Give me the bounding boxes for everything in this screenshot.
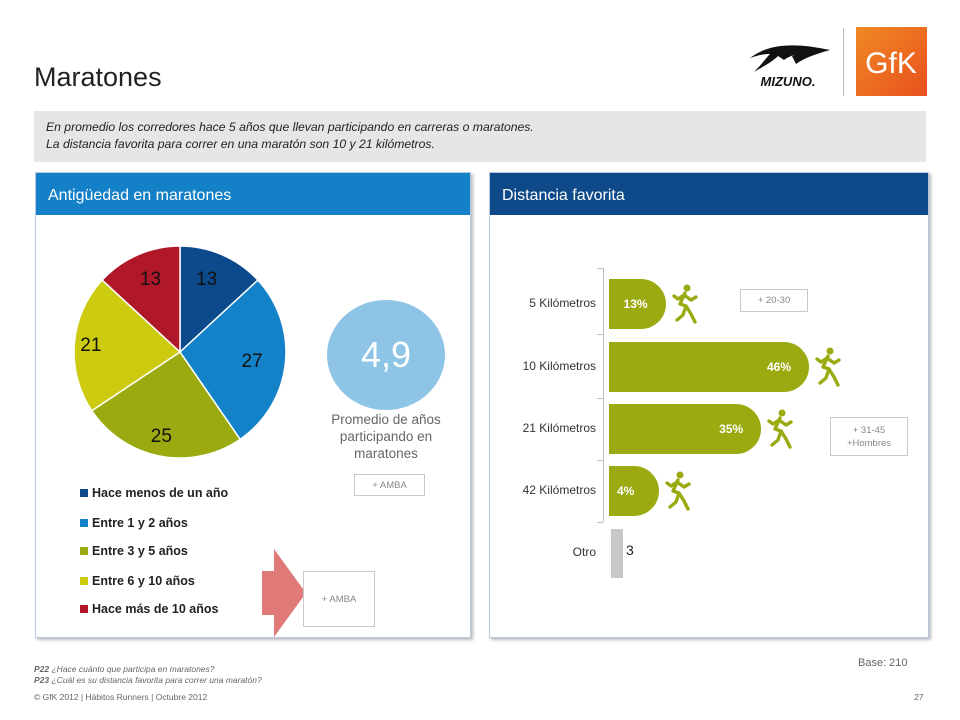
legend-swatch bbox=[80, 519, 88, 527]
footer-questions bbox=[34, 664, 262, 686]
amba-tag: + AMBA bbox=[354, 474, 425, 496]
runner-icon bbox=[665, 471, 691, 511]
average-years-caption: Promedio de años participando en maratones bbox=[331, 412, 441, 461]
bar-axis-line bbox=[603, 268, 604, 522]
category-label: 5 Kilómetros bbox=[529, 296, 596, 310]
logo-divider bbox=[843, 28, 844, 96]
pie-slice-label: 27 bbox=[241, 350, 263, 372]
age-31-45-tag bbox=[830, 417, 908, 456]
summary-box bbox=[34, 111, 926, 162]
bar-otro bbox=[611, 529, 623, 578]
pie-slice-label: 13 bbox=[196, 268, 218, 290]
average-years-circle: 4,9 bbox=[327, 300, 445, 410]
distancia-panel-header: Distancia favorita bbox=[490, 173, 928, 215]
age-31-45-tag-line-1: + 31-45 bbox=[852, 425, 886, 436]
summary-line-2: La distancia favorita para correr en una maratón son 10 y 21 kilómetros. bbox=[46, 137, 435, 151]
svg-text:GfK: GfK bbox=[865, 47, 917, 80]
legend-label: Entre 6 y 10 años bbox=[92, 574, 195, 588]
legend-swatch bbox=[80, 489, 88, 497]
footer-copyright: © GfK 2012 | Hábitos Runners | Octubre 2012 bbox=[34, 692, 208, 702]
axis-tick bbox=[597, 398, 603, 399]
legend-label: Hace más de 10 años bbox=[92, 602, 219, 616]
page-title: Maratones bbox=[34, 62, 162, 92]
summary-line-1: En promedio los corredores hace 5 años que llevan participando en carreras o maratones. bbox=[46, 120, 534, 134]
axis-tick bbox=[597, 334, 603, 335]
age-31-45-tag-line-2: +Hombres bbox=[846, 438, 892, 449]
category-label: 21 Kilómetros bbox=[522, 421, 596, 435]
q22-code: P22 bbox=[34, 664, 50, 674]
age-20-30-tag: + 20-30 bbox=[740, 289, 808, 312]
amba-tag-2: + AMBA bbox=[303, 571, 375, 627]
pie-slice-label: 21 bbox=[80, 335, 102, 357]
gfk-logo bbox=[856, 27, 927, 96]
q22-text: ¿Hace cuánto que participa en maratones? bbox=[49, 664, 215, 674]
legend-swatch bbox=[80, 547, 88, 555]
runner-icon bbox=[815, 347, 841, 387]
bar-value-label: 35% bbox=[719, 422, 744, 436]
runner-icon bbox=[672, 284, 698, 324]
bar-value-label: 46% bbox=[767, 360, 792, 374]
antiguedad-panel-header: Antigüedad en maratones bbox=[36, 173, 470, 215]
runner-icon bbox=[767, 409, 793, 449]
right-arrow-icon bbox=[262, 549, 306, 637]
pie-slice-label: 13 bbox=[139, 268, 162, 290]
bar-value-label: 3 bbox=[626, 542, 634, 558]
axis-tick bbox=[597, 460, 603, 461]
page-number: 27 bbox=[914, 692, 924, 702]
q23-text: ¿Cuál es su distancia favorita para correr una maratón? bbox=[49, 675, 262, 685]
pie-slice-label: 25 bbox=[150, 425, 172, 447]
axis-tick bbox=[597, 522, 603, 523]
mizuno-logo bbox=[748, 36, 832, 92]
svg-text:MIZUNO.: MIZUNO. bbox=[760, 74, 816, 89]
bar-value-label: 4% bbox=[617, 484, 635, 498]
legend-label: Entre 1 y 2 años bbox=[92, 516, 188, 530]
legend-label: Entre 3 y 5 años bbox=[92, 544, 188, 558]
base-count: Base: 210 bbox=[858, 657, 908, 669]
legend-label: Hace menos de un año bbox=[92, 486, 229, 500]
legend-swatch bbox=[80, 577, 88, 585]
bar-value-label: 13% bbox=[623, 297, 648, 311]
category-label: 42 Kilómetros bbox=[522, 483, 596, 497]
axis-tick bbox=[597, 268, 603, 269]
footer-question-22 bbox=[34, 664, 262, 675]
category-label: Otro bbox=[572, 545, 596, 559]
footer-question-23 bbox=[34, 675, 262, 686]
category-label: 10 Kilómetros bbox=[522, 359, 596, 373]
q23-code: P23 bbox=[34, 675, 50, 685]
legend-swatch bbox=[80, 605, 88, 613]
